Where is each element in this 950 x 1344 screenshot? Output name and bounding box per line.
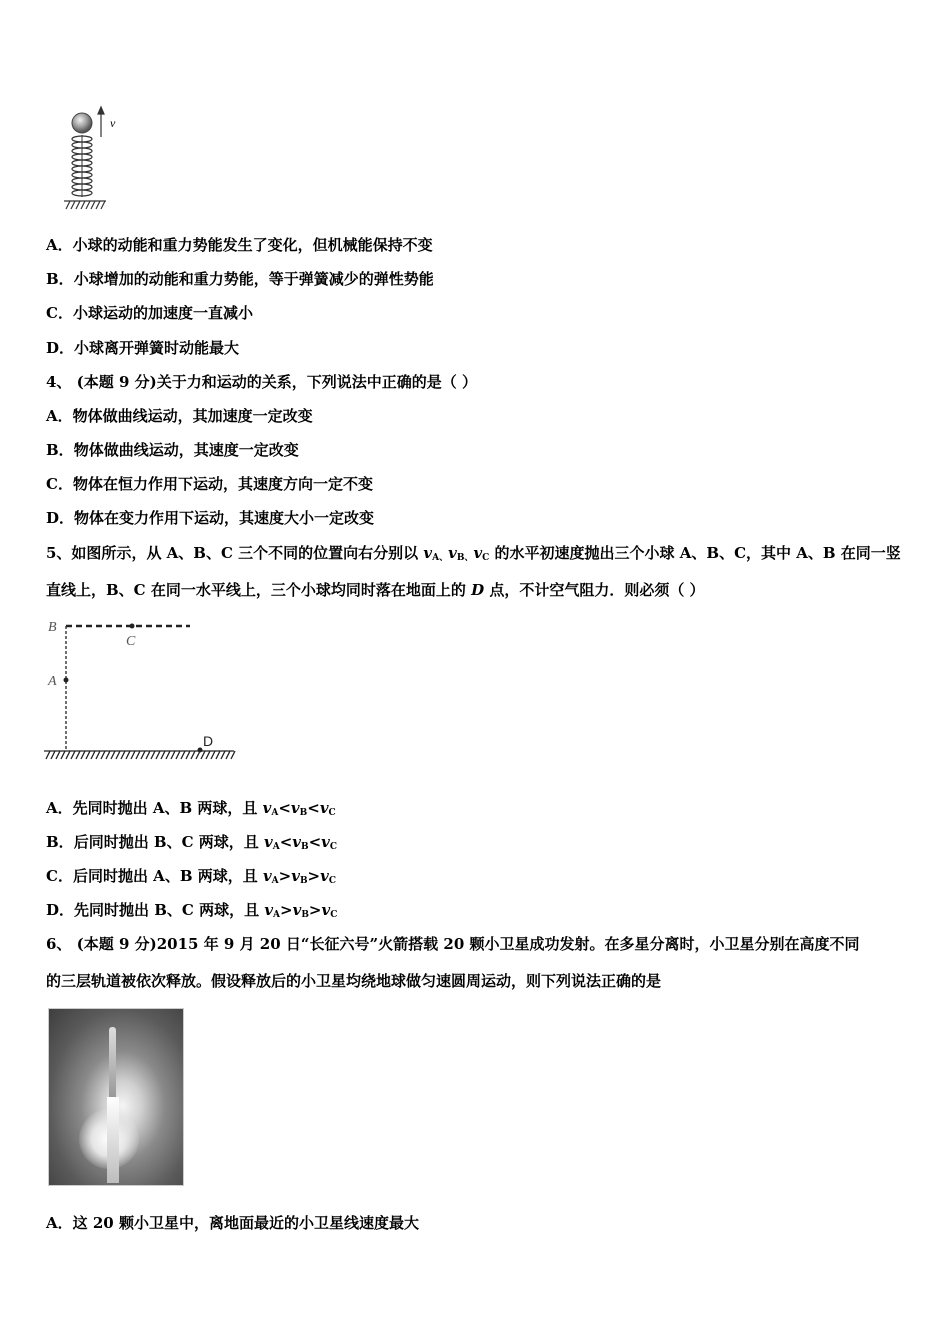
point-c — [130, 624, 135, 629]
q3-option-c: C．小球运动的加速度一直减小 — [46, 304, 253, 322]
q4-option-d: D．物体在变力作用下运动，其速度大小一定改变 — [46, 509, 375, 527]
q5-option-d: D．先同时抛出 B、C 两球，且 $v_A>v_B>v_C$ — [46, 901, 338, 920]
rocket — [109, 1027, 116, 1097]
ground-hatch — [216, 751, 220, 759]
ground-hatch — [231, 751, 235, 759]
q5-option-b: B．后同时抛出 B、C 两球，且 $v_A<v_B<v_C$ — [46, 833, 338, 852]
ground-hatch — [181, 751, 185, 759]
ground-hatch — [226, 751, 230, 759]
ground-hatch — [151, 751, 155, 759]
q5-stem-line1: 5、如图所示，从 A、B、C 三个不同的位置向右分别以 $v_{A、}v_{B、}v_C$ 的水平初速度抛出三个小球 A、B、C，其中 A、B 在同一竖 — [46, 544, 901, 563]
ground-hatch — [166, 751, 170, 759]
q6-stem-line2: 的三层轨道被依次释放。假设释放后的小卫星均绕地球做匀速圆周运动，则下列说法正确的是 — [46, 972, 662, 990]
q6-stem-line1: 6、 (本题 9 分)2015 年 9 月 20 日“长征六号”火箭搭载 20 颗小卫星成功发射。在多星分离时，小卫星分别在高度不同 — [46, 935, 860, 953]
ground-hatch — [81, 751, 85, 759]
ground-hatch — [111, 751, 115, 759]
point-a — [64, 678, 69, 683]
ground-hatch — [116, 751, 120, 759]
velocity-label: v — [110, 116, 116, 130]
ground-hatch — [191, 751, 195, 759]
label-a: A — [48, 674, 57, 689]
ground-hatch — [176, 751, 180, 759]
ground-hatch — [156, 751, 160, 759]
ground-hatch — [86, 751, 90, 759]
q6-option-a: A．这 20 颗小卫星中，离地面最近的小卫星线速度最大 — [46, 1214, 419, 1232]
ground-hatch — [61, 751, 65, 759]
ground-hatch — [146, 751, 150, 759]
ground-hatch — [126, 751, 130, 759]
ground-hatch — [71, 751, 75, 759]
ground-hatch — [211, 751, 215, 759]
label-d: D — [203, 733, 214, 749]
q5-stem-line2: 直线上，B、C 在同一水平线上，三个小球均同时落在地面上的 D 点，不计空气阻力．则必须（ ） — [46, 581, 705, 599]
ground-hatch — [76, 751, 80, 759]
exhaust-plume — [107, 1097, 119, 1183]
ground-hatch — [51, 751, 55, 759]
velocity-arrow — [98, 107, 104, 137]
ground-hatch — [131, 751, 135, 759]
ground — [64, 201, 106, 209]
label-c: C — [126, 634, 136, 649]
ground-hatch — [66, 751, 70, 759]
ground-hatch — [91, 751, 95, 759]
ground-hatch — [196, 751, 200, 759]
q5-option-c: C．后同时抛出 A、B 两球，且 $v_A>v_B>v_C$ — [46, 867, 337, 886]
ground-hatch — [171, 751, 175, 759]
ground-hatch — [121, 751, 125, 759]
ground-hatch — [161, 751, 165, 759]
ground-hatch — [136, 751, 140, 759]
ground-hatch — [96, 751, 100, 759]
ground — [44, 751, 235, 759]
ground-hatch — [201, 751, 205, 759]
q4-option-b: B．物体做曲线运动，其速度一定改变 — [46, 441, 299, 459]
rocket-launch-photo — [48, 1008, 184, 1186]
spring-ball-figure — [60, 105, 140, 215]
ball — [72, 113, 92, 133]
q3-option-d: D．小球离开弹簧时动能最大 — [46, 339, 240, 357]
q4-option-c: C．物体在恒力作用下运动，其速度方向一定不变 — [46, 475, 373, 493]
ground-hatch — [141, 751, 145, 759]
ground-hatch — [56, 751, 60, 759]
ground-hatch — [186, 751, 190, 759]
ground-hatch — [221, 751, 225, 759]
q4-option-a: A．物体做曲线运动，其加速度一定改变 — [46, 407, 313, 425]
ground-hatch — [101, 751, 105, 759]
ground-hatch — [46, 751, 50, 759]
ground-hatch — [106, 751, 110, 759]
projectile-figure — [40, 612, 250, 767]
q4-stem: 4、 (本题 9 分)关于力和运动的关系，下列说法中正确的是（ ） — [46, 373, 477, 391]
q3-option-b: B．小球增加的动能和重力势能，等于弹簧减少的弹性势能 — [46, 270, 434, 288]
q3-option-a: A．小球的动能和重力势能发生了变化，但机械能保持不变 — [46, 236, 433, 254]
label-b: B — [48, 620, 57, 635]
ground-hatch — [206, 751, 210, 759]
q5-option-a: A．先同时抛出 A、B 两球，且 $v_A<v_B<v_C$ — [46, 799, 336, 818]
